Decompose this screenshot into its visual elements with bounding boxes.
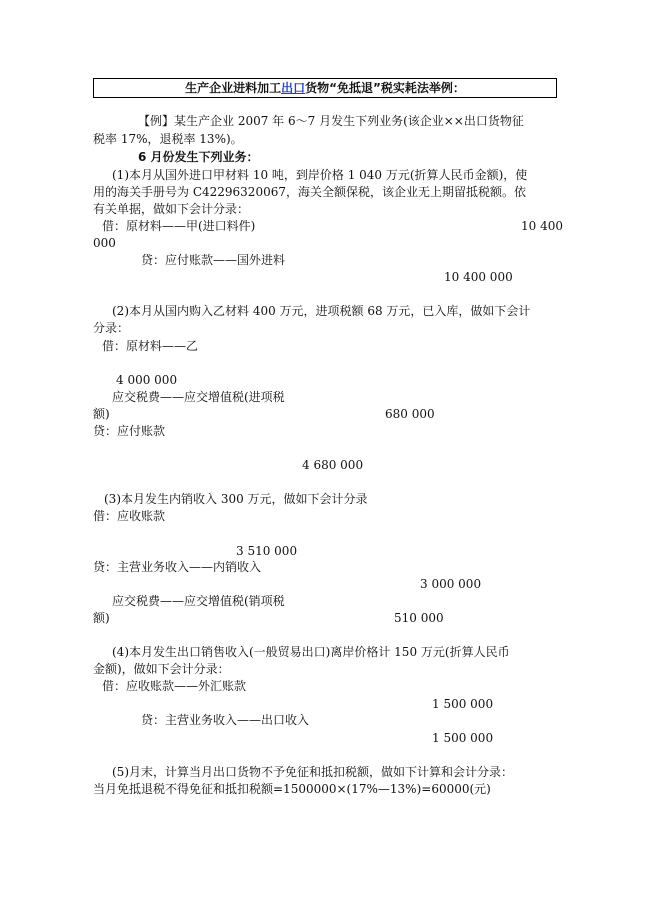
item3-debit-label: 借：应收账款 (93, 509, 166, 523)
june-heading: 6 月份发生下列业务： (138, 150, 259, 164)
intro-line-2: 税率 17%，退税率 13%)。 (93, 132, 243, 146)
item1-line-3: 有关单据，做如下会计分录： (93, 202, 250, 216)
item1-credit-label: 贷：应付账款——国外进料 (141, 253, 286, 267)
item3-credit-amount: 3 000 000 (420, 577, 482, 591)
item1-line-2: 用的海关手册号为 C42296320067，海关全额保税，该企业无上期留抵税额。依 (93, 185, 526, 199)
item2-line-2: 分录： (93, 321, 130, 335)
item5-line-2: 当月免抵退税不得免征和抵扣税额=1500000×(17%—13%)=60000(元) (93, 782, 491, 796)
item3-tax-amount: 510 000 (394, 611, 444, 625)
item2-debit-label: 借：原材料——乙 (102, 339, 199, 353)
item4-credit-label: 贷：主营业务收入——出口收入 (141, 713, 310, 727)
item1-debit-amount-b: 000 (93, 236, 116, 250)
item4-line-1: (4)本月发生出口销售收入(一般贸易出口)离岸价格计 150 万元(折算人民币 (112, 645, 510, 659)
item1-debit-label: 借：原材料——甲(进口料件) (102, 219, 256, 233)
item2-debit-amount: 4 000 000 (116, 373, 178, 387)
item5-line-1: (5)月末，计算当月出口货物不予免征和抵扣税额，做如下计算和会计分录： (112, 765, 514, 779)
item4-credit-amount: 1 500 000 (432, 731, 494, 745)
item3-line-1: (3)本月发生内销收入 300 万元，做如下会计分录 (104, 492, 368, 506)
item2-tax-label-b: 额) (93, 407, 110, 421)
title-suffix: 货物“免抵退”税实耗法举例： (305, 81, 465, 95)
item4-debit-label: 借：应收账款——外汇账款 (102, 679, 247, 693)
item3-debit-amount: 3 510 000 (236, 544, 298, 558)
item2-line-1: (2)本月从国内购入乙材料 400 万元，进项税额 68 万元，已入库，做如下会计 (112, 304, 531, 318)
title-link-export[interactable]: 出口 (281, 81, 306, 95)
item2-credit-amount: 4 680 000 (302, 458, 364, 472)
item3-tax-label-b: 额) (93, 611, 110, 625)
item3-credit-label: 贷：主营业务收入——内销收入 (93, 560, 262, 574)
intro-line-1: 【例】某生产企业 2007 年 6～7 月发生下列业务(该企业××出口货物征 (138, 114, 524, 128)
item4-debit-amount: 1 500 000 (432, 697, 494, 711)
item4-line-2: 金额)，做如下会计分录： (93, 662, 230, 676)
item1-line-1: (1)本月从国外进口甲材料 10 吨，到岸价格 1 040 万元(折算人民币金额)，使 (112, 168, 528, 182)
item2-tax-amount: 680 000 (385, 407, 435, 421)
item2-tax-label-a: 应交税费——应交增值税(进项税 (112, 390, 285, 404)
item2-credit-label: 贷：应付账款 (93, 424, 166, 438)
title-prefix: 生产企业进料加工 (185, 81, 282, 95)
item3-tax-label-a: 应交税费——应交增值税(销项税 (112, 594, 285, 608)
item1-debit-amount-a: 10 400 (521, 219, 563, 233)
item1-credit-amount: 10 400 000 (444, 270, 513, 284)
document-title (93, 78, 557, 98)
